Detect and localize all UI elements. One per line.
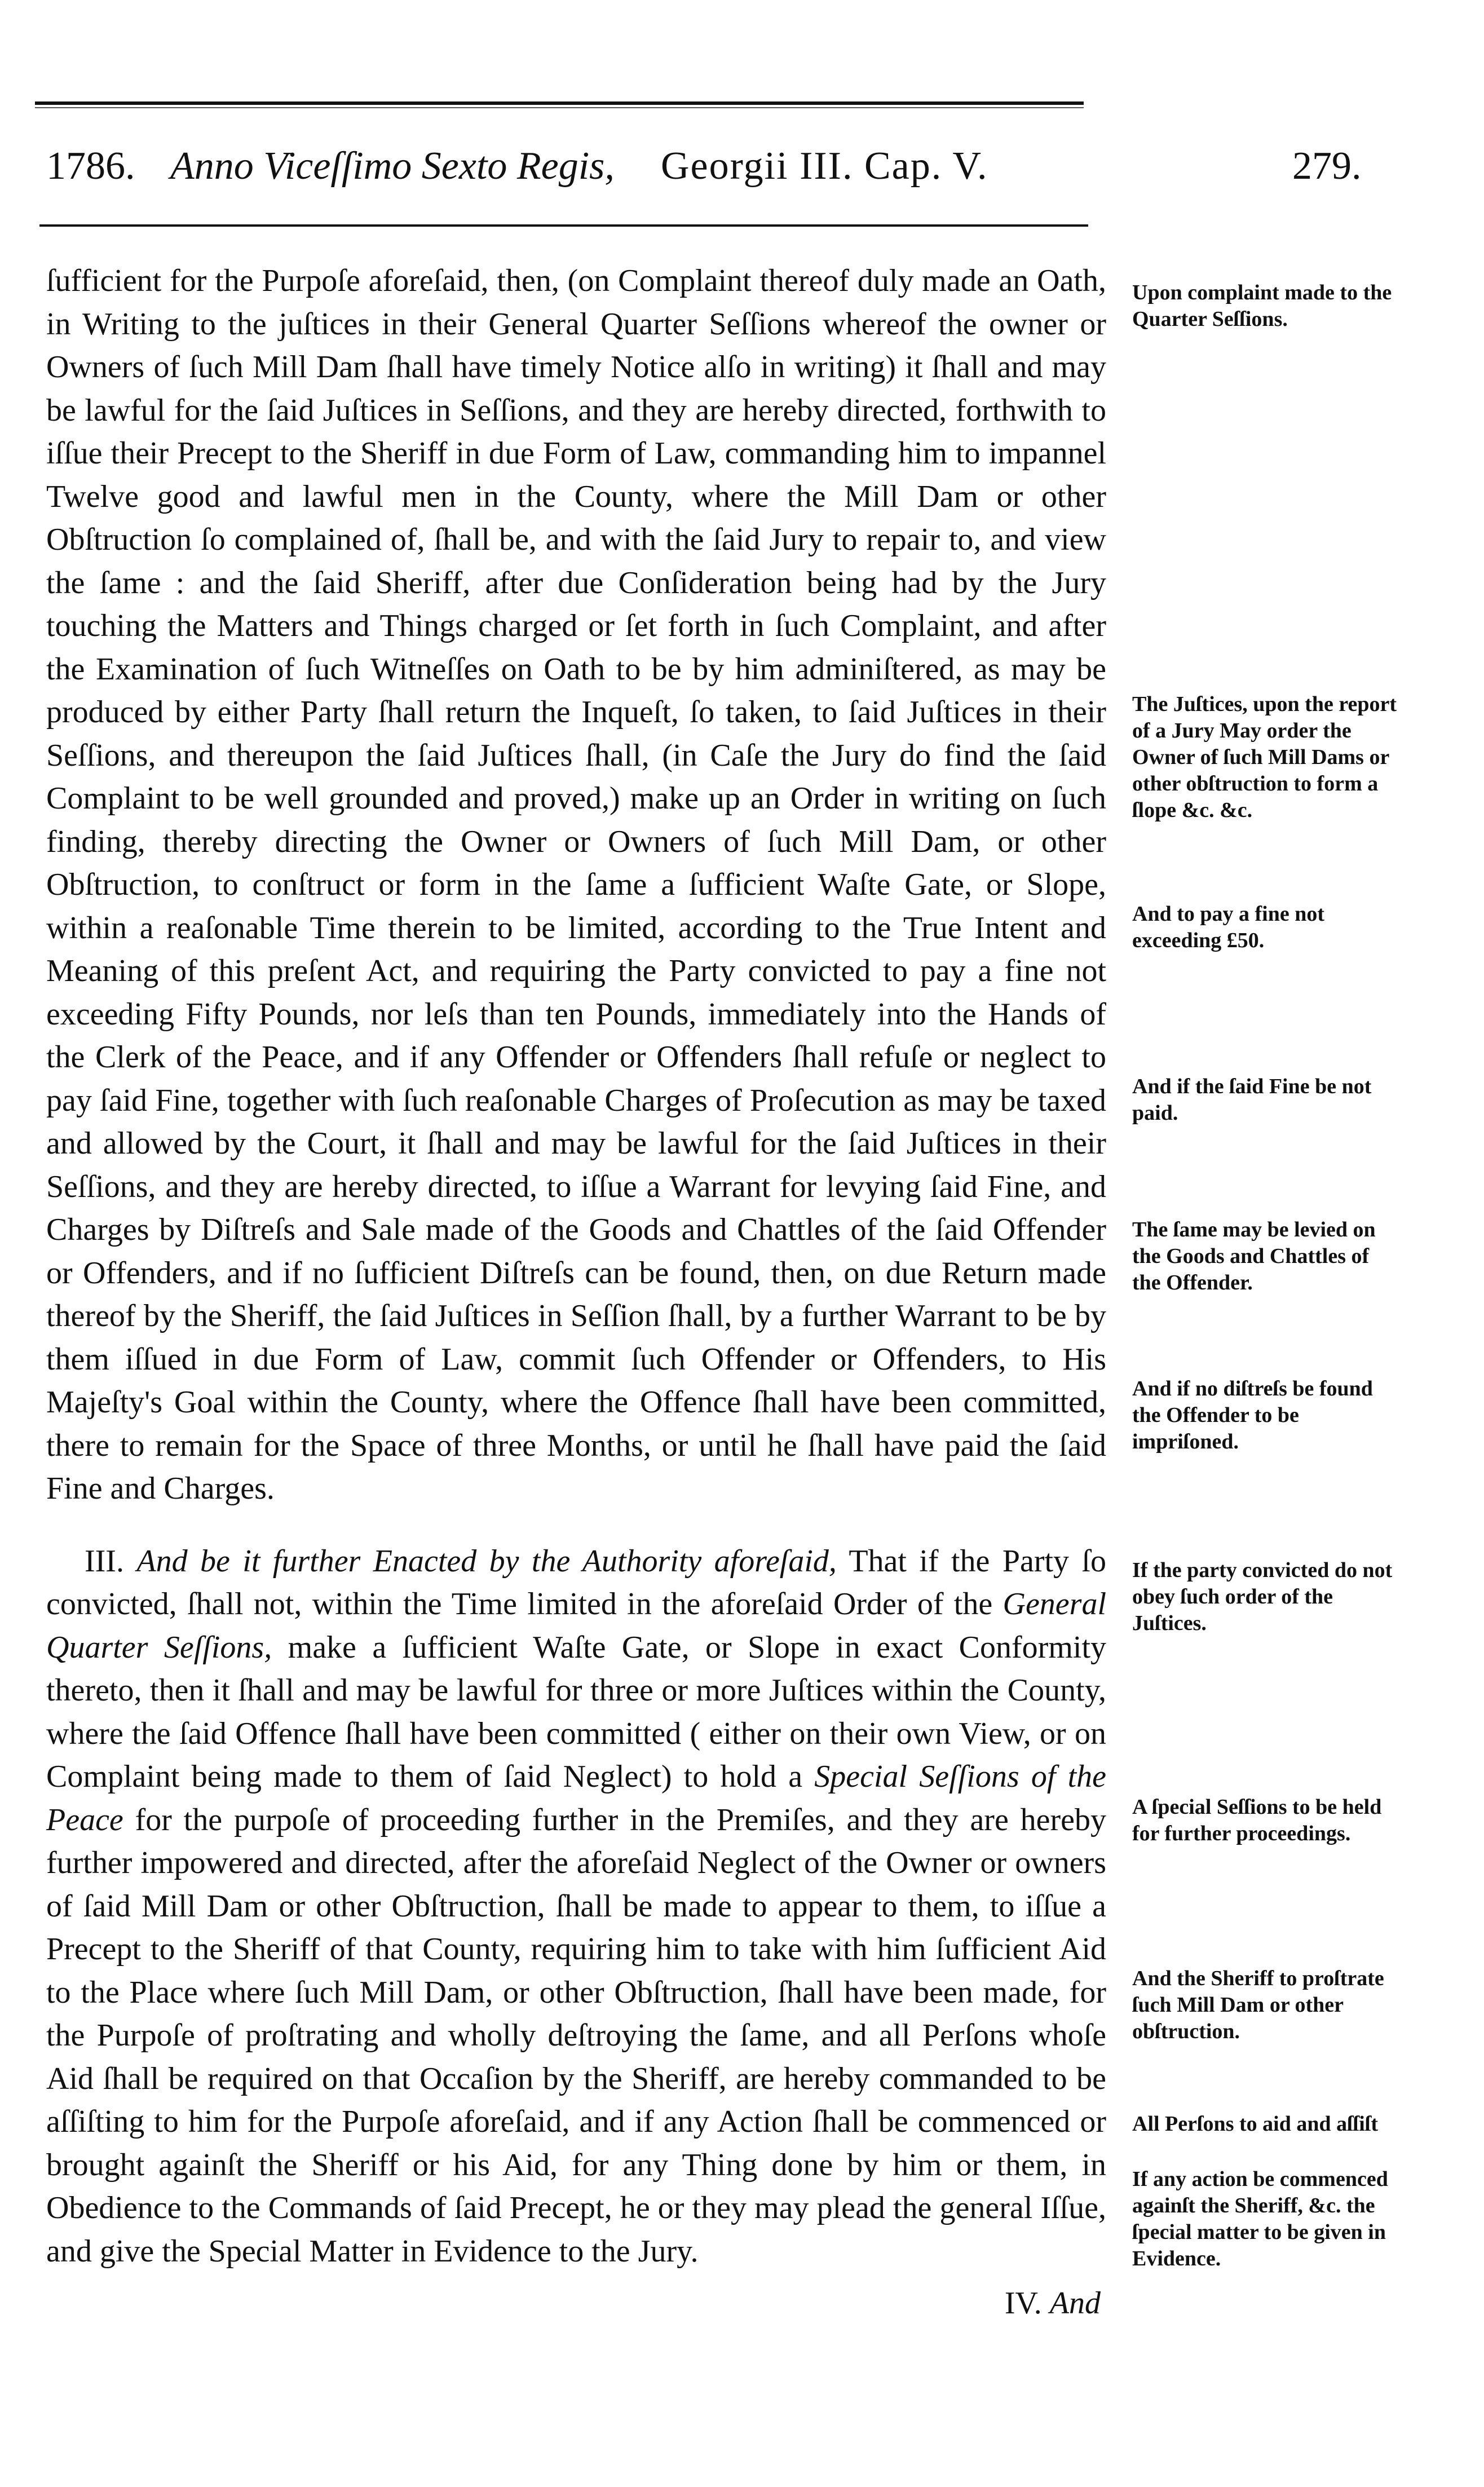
margin-note: The Juſtices, upon the report of a Jury May order the Owner of ſuch Mill Dams or other obſtruction to form a ſlope &c. &c. — [1132, 692, 1397, 822]
enacting-clause: And be it further Enacted by the Authority aforeſaid, — [136, 1543, 837, 1579]
margin-note: If any action be commenced againſt the Sheriff, &c. the ſpecial matter to be given in Evidence. — [1132, 2167, 1388, 2270]
header-year: 1786. — [46, 144, 135, 188]
special-sessions-of-the-peace: Special Seſſions of the Peace — [46, 1759, 1106, 1837]
paragraph-2-text-c: for the purpoſe of proceeding further in the Premiſes, and they are hereby further impowered and directed, after the aforeſaid Neglect of the Owner or owners of ſaid Mill Dam or other Obſtruction, ſhall be made to appear to them, to iſſue a Precept to the Sheriff of that County, requiring him to take with him ſufficient Aid to the Place where ſuch Mill Dam, or other Obſtruction, ſhall have been made, for the Purpoſe of proſtrating and wholly deſtroying the ſame, and all Perſons whoſe Aid ſhall be required on that Occaſion by the Sheriff, are hereby commanded to be aſſiſting to him for the Purpoſe aforeſaid, and if any Action ſhall be commenced or brought againſt the Sheriff or his Aid, for any Thing done by him or them, in Obedience to the Commands of ſaid Precept, he or they may plead the general Iſſue, and give the Special Matter in Evidence to the Jury. — [46, 1802, 1106, 2269]
header-chapter: Georgii III. Cap. V. — [661, 144, 988, 188]
margin-note: The ſame may be levied on the Goods and Chattles of the Offender. — [1132, 1218, 1376, 1295]
margin-note: And if the ſaid Fine be not paid. — [1132, 1075, 1372, 1125]
paragraph-2-text-a: That if the Party ſo convicted, ſhall not, within the Time limited in the aforeſaid Order of the — [46, 1543, 1107, 1622]
catchword-number: IV. — [1004, 2286, 1042, 2321]
paragraph-1: ſufficient for the Purpoſe aforeſaid, then, (on Complaint thereof duly made an Oath, in Writing to the juſtices in their General Quarter Seſſions whereof the owner or Owners of ſuch Mill Dam ſhall have timely Notice alſo in writing) it ſhall and may be lawful for the ſaid Juſtices in Seſſions, and they are hereby directed, forthwith to iſſue their Precept to the Sheriff in due Form of Law, commanding him to impannel Twelve good and lawful men in the County, where the Mill Dam or other Obſtruction ſo complained of, ſhall be, and with the ſaid Jury to repair to, and view the ſame : and the ſaid Sheriff, after due Conſideration being had by the Jury touching the Matters and Things charged or ſet forth in ſuch Complaint, and after the Examination of ſuch Witneſſes on Oath to be by him adminiſtered, as may be produced by either Party ſhall return the Inqueſt, ſo taken, to ſaid Juſtices in their Seſſions, and thereupon the ſaid Juſtices ſhall, (in Caſe the Jury do find the ſaid Complaint to be well grounded and proved,) make up an Order in writing on ſuch finding, thereby directing the Owner or Owners of ſuch Mill Dam, or other Obſtruction, to conſtruct or form in the ſame a ſufficient Waſte Gate, or Slope, within a reaſonable Time therein to be limited, according to the True Intent and Meaning of this preſent Act, and requiring the Party convicted to pay a fine not exceeding Fifty Pounds, nor leſs than ten Pounds, immediately into the Hands of the Clerk of the Peace, and if any Offender or Offenders ſhall refuſe or neglect to pay ſaid Fine, together with ſuch reaſonable Charges of Proſecution as may be taxed and allowed by the Court, it ſhall and may be lawful for the ſaid Juſtices in their Seſſions, and they are hereby directed, to iſſue a Warrant for levying ſaid Fine, and Charges by Diſtreſs and Sale made of the Goods and Chattles of the ſaid Offender or Offenders, and if no ſufficient Diſtreſs can be found, then, on due Return made thereof by the Sheriff, the ſaid Juſtices in Seſſion ſhall, by a further Warrant to be by them iſſued in due Form of Law, commit ſuch Offender or Offenders, to His Majeſty's Goal within the County, where the Offence ſhall have been committed, there to remain for the Space of three Months, or until he ſhall have paid the ſaid Fine and Charges. — [46, 263, 1106, 1506]
margin-note: If the party convicted do not obey ſuch order of the Juſtices. — [1132, 1558, 1393, 1635]
main-text — [46, 259, 1106, 2325]
margin-note: And if no diſtreſs be found the Offender to be impriſoned. — [1132, 1377, 1373, 1454]
section-number-iii: III. — [85, 1543, 124, 1579]
margin-note: Upon complaint made to the Quarter Seſſions. — [1132, 281, 1392, 331]
catchword-word: And — [1049, 2286, 1101, 2321]
paragraph-2 — [46, 1540, 1106, 2273]
general-quarter-sessions: General Quarter Seſſions, — [46, 1587, 1107, 1665]
page-number: 279. — [1292, 144, 1362, 188]
header-rule — [39, 224, 1088, 227]
top-rule — [35, 101, 1084, 105]
header-regnal-year: Anno Viceſſimo Sexto Regis, — [170, 144, 615, 188]
margin-note: And the Sheriff to proſtrate ſuch Mill Dam or other obſtruction. — [1132, 1967, 1384, 2043]
margin-note: All Perſons to aid and aſſiſt — [1132, 2112, 1378, 2136]
paragraph-2-text-b: make a ſufficient Waſte Gate, or Slope in exact Conformity thereto, then it ſhall and may be lawful for three or more Juſtices within the County, where the ſaid Offence ſhall have been committed ( either on their own View, or on Complaint being made to them of ſaid Neglect) to hold a — [46, 1629, 1107, 1794]
running-header — [46, 141, 1377, 192]
margin-note: A ſpecial Seſſions to be held for further proceedings. — [1132, 1795, 1382, 1845]
catchword — [46, 2282, 1106, 2325]
top-rule-thin — [35, 107, 1084, 108]
margin-note: And to pay a fine not exceeding £50. — [1132, 902, 1324, 952]
